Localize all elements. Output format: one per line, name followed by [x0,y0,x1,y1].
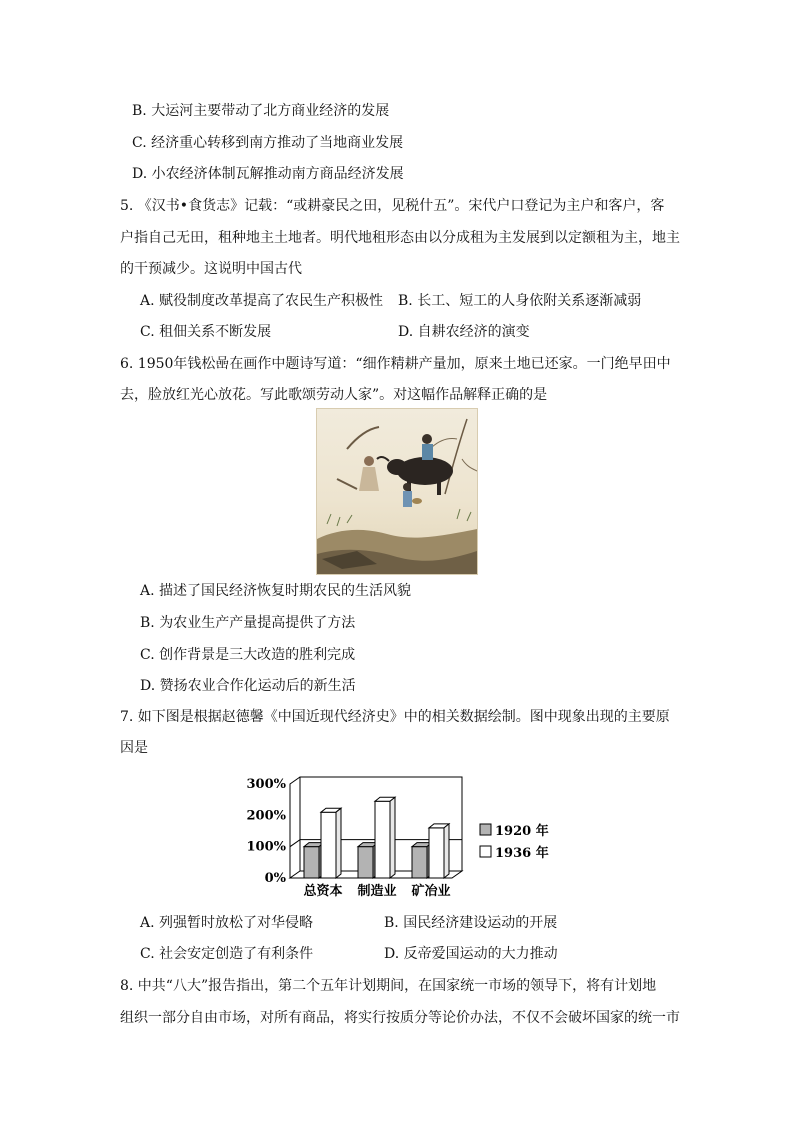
q7-option-b: B. 国民经济建设运动的开展 [384,915,558,931]
bar-side [336,808,341,878]
q7-stem-line-2: 因是 [120,740,148,756]
q6-stem-line-1: 6. 1950年钱松喦在画作中题诗写道：“细作精耕产量加，原来土地已还家。一门绝早田中 [120,356,671,372]
q5-option-d: D. 自耕农经济的演变 [398,324,530,340]
bar-side [390,797,395,878]
q5-option-a: A. 赋役制度改革提高了农民生产积极性 [140,293,384,309]
bar [358,847,373,878]
legend-swatch [480,824,491,835]
category-label: 矿冶业 [411,884,451,899]
y-tick-label: 0% [264,871,286,886]
q4-option-b: B. 大运河主要带动了北方商业经济的发展 [132,103,390,119]
q6-stem-line-2: 去，脸放红光心放花。写此歌颂劳动人家”。对这幅作品解释正确的是 [120,387,548,403]
q5-stem-line-1: 5. 《汉书•食货志》记载：“或耕豪民之田，见税什五”。宋代户口登记为主户和客户，客 [120,198,665,214]
category-label: 制造业 [357,884,397,899]
legend-label: 1920 年 [495,824,549,839]
q6-option-d: D. 赞扬农业合作化运动后的新生活 [140,678,356,694]
bar [429,828,444,878]
bar [412,847,427,878]
chart-side-wall [290,777,300,878]
q6-option-b: B. 为农业生产产量提高提供了方法 [140,615,356,631]
farmer-painting-image [316,408,478,575]
q6-option-c: C. 创作背景是三大改造的胜利完成 [140,647,356,663]
bar-side [444,824,449,878]
bar [321,812,336,878]
y-tick-label: 300% [246,777,286,792]
category-label: 总资本 [303,884,343,899]
q5-option-c: C. 租佃关系不断发展 [140,324,272,340]
y-tick-label: 100% [246,839,286,855]
q8-stem-line-2: 组织一部分自由市场，对所有商品，将实行按质分等论价办法，不仅不会破坏国家的统一市 [120,1010,680,1026]
q7-option-c: C. 社会安定创造了有利条件 [140,946,314,962]
bar [375,801,390,878]
q7-stem-line-1: 7. 如下图是根据赵德馨《中国近现代经济史》中的相关数据绘制。图中现象出现的主要原 [120,709,670,725]
q7-option-d: D. 反帝爱国运动的大力推动 [384,946,558,962]
legend-label: 1936 年 [495,846,549,861]
capital-growth-chart [244,772,554,902]
chart-gridline-side [290,840,300,847]
y-tick-label: 200% [246,808,286,824]
q5-option-b: B. 长工、短工的人身依附关系逐渐减弱 [398,293,642,309]
q5-stem-line-3: 的干预减少。这说明中国古代 [120,261,302,277]
q5-stem-line-2: 户指自己无田，租种地主土地者。明代地租形态由以分成租为主发展到以定额租为主，地主 [120,230,680,246]
q6-option-a: A. 描述了国民经济恢复时期农民的生活风貌 [140,583,412,599]
bar [304,847,319,878]
q4-option-d: D. 小农经济体制瓦解推动南方商品经济发展 [132,166,404,182]
q7-option-a: A. 列强暂时放松了对华侵略 [140,915,314,931]
legend-swatch [480,846,491,857]
q8-stem-line-1: 8. 中共“八大”报告指出，第二个五年计划期间，在国家统一市场的领导下，将有计划地 [120,978,657,994]
q4-option-c: C. 经济重心转移到南方推动了当地商业发展 [132,135,404,151]
